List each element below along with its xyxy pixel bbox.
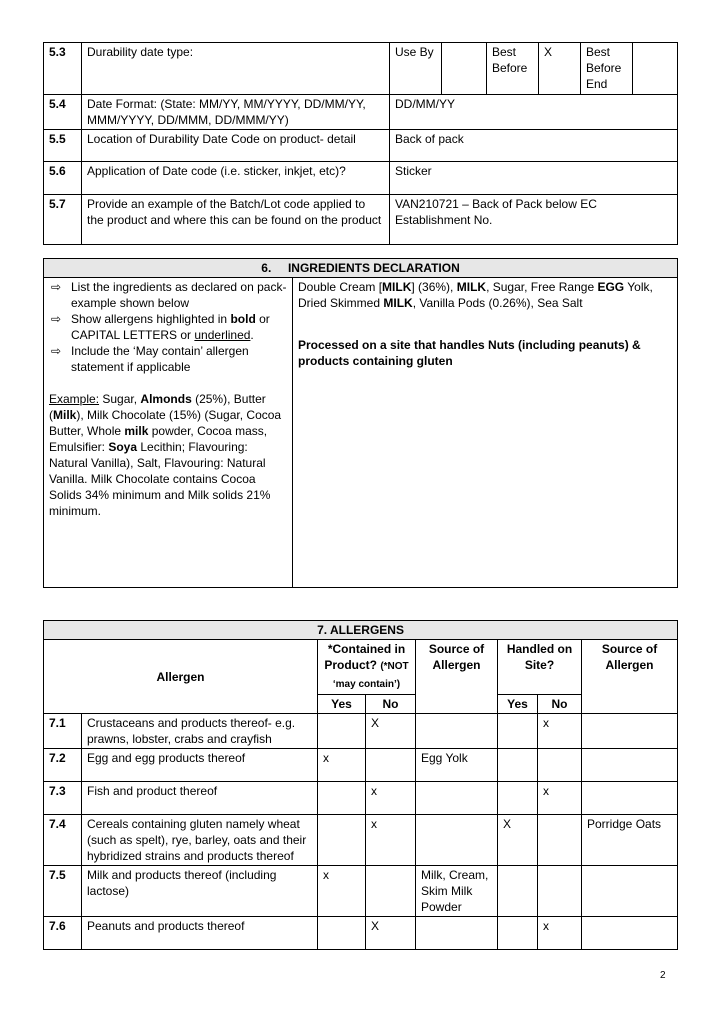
row-number: 5.3 [44, 43, 82, 95]
source-header: Source of Allergen [416, 640, 498, 714]
row-5-4 [44, 95, 678, 130]
example-part: powder, Cocoa mass, Emulsifier: [49, 424, 268, 454]
allergen-name: Peanuts and products thereof [82, 917, 318, 950]
allergen-source [416, 815, 498, 866]
handled-yes [498, 782, 538, 815]
contained-yes-header: Yes [318, 695, 366, 714]
allergen-source: Milk, Cream, Skim Milk Powder [416, 866, 498, 917]
example-allergen: Almonds [140, 392, 192, 406]
example-allergen: milk [124, 424, 149, 438]
contained-no: X [366, 714, 416, 749]
use-by-mark [442, 43, 487, 95]
row-number: 5.6 [44, 162, 82, 195]
arrow-right-icon: ⇨ [51, 312, 62, 326]
row-number: 7.1 [44, 714, 82, 749]
section-number: 6. [261, 261, 272, 275]
allergen-source [416, 917, 498, 950]
answer: Sticker [390, 162, 678, 195]
instruction-item [49, 343, 287, 375]
allergen-row-7-6 [44, 917, 678, 950]
allergens-table [43, 620, 678, 950]
may-contain-statement: Processed on a site that handles Nuts (including peanuts) & products containing gluten [298, 338, 641, 368]
ingredients-body [44, 278, 678, 588]
decl-allergen: MILK [383, 296, 413, 310]
contained-no: x [366, 782, 416, 815]
best-before-mark: X [539, 43, 581, 95]
question: Provide an example of the Batch/Lot code applied to the product and where this can be found on the product [82, 195, 390, 245]
allergen-name: Egg and egg products thereof [82, 749, 318, 782]
section-title: INGREDIENTS DECLARATION [287, 261, 460, 275]
contained-yes [318, 782, 366, 815]
allergen-name: Milk and products thereof (including lactose) [82, 866, 318, 917]
decl-part: ] (36%), [411, 280, 457, 294]
allergen-row-7-4 [44, 815, 678, 866]
row-number: 5.7 [44, 195, 82, 245]
handled-no: x [538, 714, 582, 749]
row-5-5 [44, 130, 678, 162]
handled-no: x [538, 782, 582, 815]
handled-no-header: No [538, 695, 582, 714]
example-part: Sugar, [99, 392, 141, 406]
row-5-7 [44, 195, 678, 245]
allergen-header: Allergen [44, 640, 318, 714]
question: Application of Date code (i.e. sticker, inkjet, etc)? [82, 162, 390, 195]
handled-yes: X [498, 815, 538, 866]
handled-source [582, 749, 678, 782]
instruction-list [49, 279, 287, 375]
row-number: 7.2 [44, 749, 82, 782]
allergen-name: Fish and product thereof [82, 782, 318, 815]
contained-yes [318, 917, 366, 950]
row-number: 7.3 [44, 782, 82, 815]
decl-allergen: MILK [382, 280, 412, 294]
allergen-row-7-5 [44, 866, 678, 917]
contained-yes [318, 714, 366, 749]
decl-part: Double Cream [ [298, 280, 383, 294]
instruction-text: or CAPITAL LETTERS or [71, 312, 270, 342]
section-title: 7. ALLERGENS [44, 621, 678, 640]
example-allergen: Milk [53, 408, 77, 422]
handled-source [582, 782, 678, 815]
answer: DD/MM/YY [390, 95, 678, 130]
handled-no [538, 815, 582, 866]
question: Durability date type: [82, 43, 390, 95]
handled-source [582, 866, 678, 917]
example-label: Example: [49, 392, 100, 406]
allergen-source [416, 714, 498, 749]
example-part: Lecithin; Flavouring: Natural Vanilla), Salt, Flavouring: Natural Vanilla. Milk Chocolate contains Cocoa Solids 34% minimum and Milk solids 21% minimum. [49, 440, 271, 518]
underlined-word: underlined [194, 328, 251, 342]
decl-allergen: EGG [597, 280, 625, 294]
handled-no: x [538, 917, 582, 950]
handled-yes [498, 866, 538, 917]
contained-no [366, 749, 416, 782]
allergens-title-row [44, 621, 678, 640]
decl-part: , Vanilla Pods (0.26%), Sea Salt [412, 296, 583, 310]
best-before-end-label: Best Before End [581, 43, 633, 95]
ingredients-header [44, 259, 678, 278]
allergen-row-7-1 [44, 714, 678, 749]
source2-header: Source of Allergen [582, 640, 678, 714]
contained-header [318, 640, 416, 695]
handled-header: Handled on Site? [498, 640, 582, 695]
declaration-cell [293, 278, 678, 588]
contained-no [366, 866, 416, 917]
answer: Back of pack [390, 130, 678, 162]
ingredients-table [43, 258, 678, 588]
contained-no-header: No [366, 695, 416, 714]
instruction-text: Show allergens highlighted in [71, 312, 231, 326]
handled-yes [498, 749, 538, 782]
contained-yes [318, 815, 366, 866]
best-before-label: Best Before [487, 43, 539, 95]
allergen-name: Cereals containing gluten namely wheat (such as spelt), rye, barley, oats and their hybridized strains and products thereof [82, 815, 318, 866]
contained-yes: x [318, 749, 366, 782]
handled-yes-header: Yes [498, 695, 538, 714]
use-by-label: Use By [390, 43, 442, 95]
row-number: 7.6 [44, 917, 82, 950]
allergen-row-7-2 [44, 749, 678, 782]
ingredient-declaration [298, 279, 672, 311]
instruction-text: . [250, 328, 254, 342]
section-header [44, 259, 678, 278]
instruction-item [49, 279, 287, 311]
allergen-name: Crustaceans and products thereof- e.g. prawns, lobster, crabs and crayfish [82, 714, 318, 749]
row-number: 7.5 [44, 866, 82, 917]
arrow-right-icon: ⇨ [51, 344, 62, 358]
handled-yes [498, 714, 538, 749]
row-5-6 [44, 162, 678, 195]
decl-part: Yolk, Dried Skimmed [298, 280, 653, 310]
instruction-item [49, 311, 287, 343]
page-number: 2 [660, 970, 666, 981]
bold-word: bold [230, 312, 256, 326]
contained-no: x [366, 815, 416, 866]
question: Location of Durability Date Code on product- detail [82, 130, 390, 162]
handled-yes [498, 917, 538, 950]
example-text [49, 391, 287, 519]
allergens-header-row [44, 640, 678, 695]
row-number: 5.4 [44, 95, 82, 130]
example-allergen: Soya [108, 440, 138, 454]
example-part: (25%), Butter ( [49, 392, 266, 422]
handled-no [538, 749, 582, 782]
best-before-end-mark [633, 43, 678, 95]
handled-source [582, 714, 678, 749]
contained-no: X [366, 917, 416, 950]
contained-header-note: (*NOT ‘may contain’) [332, 661, 409, 690]
handled-source: Porridge Oats [582, 815, 678, 866]
contained-header-text: *Contained in Product? [324, 642, 406, 672]
handled-source [582, 917, 678, 950]
allergen-row-7-3 [44, 782, 678, 815]
question: Date Format: (State: MM/YY, MM/YYYY, DD/MM/YY, MMM/YYYY, DD/MMM, DD/MMM/YY) [82, 95, 390, 130]
example-part: ), Milk Chocolate (15%) (Sugar, Cocoa Butter, Whole [49, 408, 282, 438]
arrow-right-icon: ⇨ [51, 280, 62, 294]
row-number: 5.5 [44, 130, 82, 162]
answer: VAN210721 – Back of Pack below EC Establishment No. [390, 195, 678, 245]
allergen-source: Egg Yolk [416, 749, 498, 782]
row-number: 7.4 [44, 815, 82, 866]
durability-table [43, 42, 678, 245]
row-5-3 [44, 43, 678, 95]
instruction-text: List the ingredients as declared on pack- example shown below [71, 280, 287, 310]
handled-no [538, 866, 582, 917]
contained-yes: x [318, 866, 366, 917]
allergen-source [416, 782, 498, 815]
decl-part: , Sugar, Free Range [486, 280, 598, 294]
instruction-text: Include the ‘May contain’ allergen statement if applicable [71, 344, 249, 374]
instructions-cell [44, 278, 293, 588]
decl-allergen: MILK [456, 280, 487, 294]
